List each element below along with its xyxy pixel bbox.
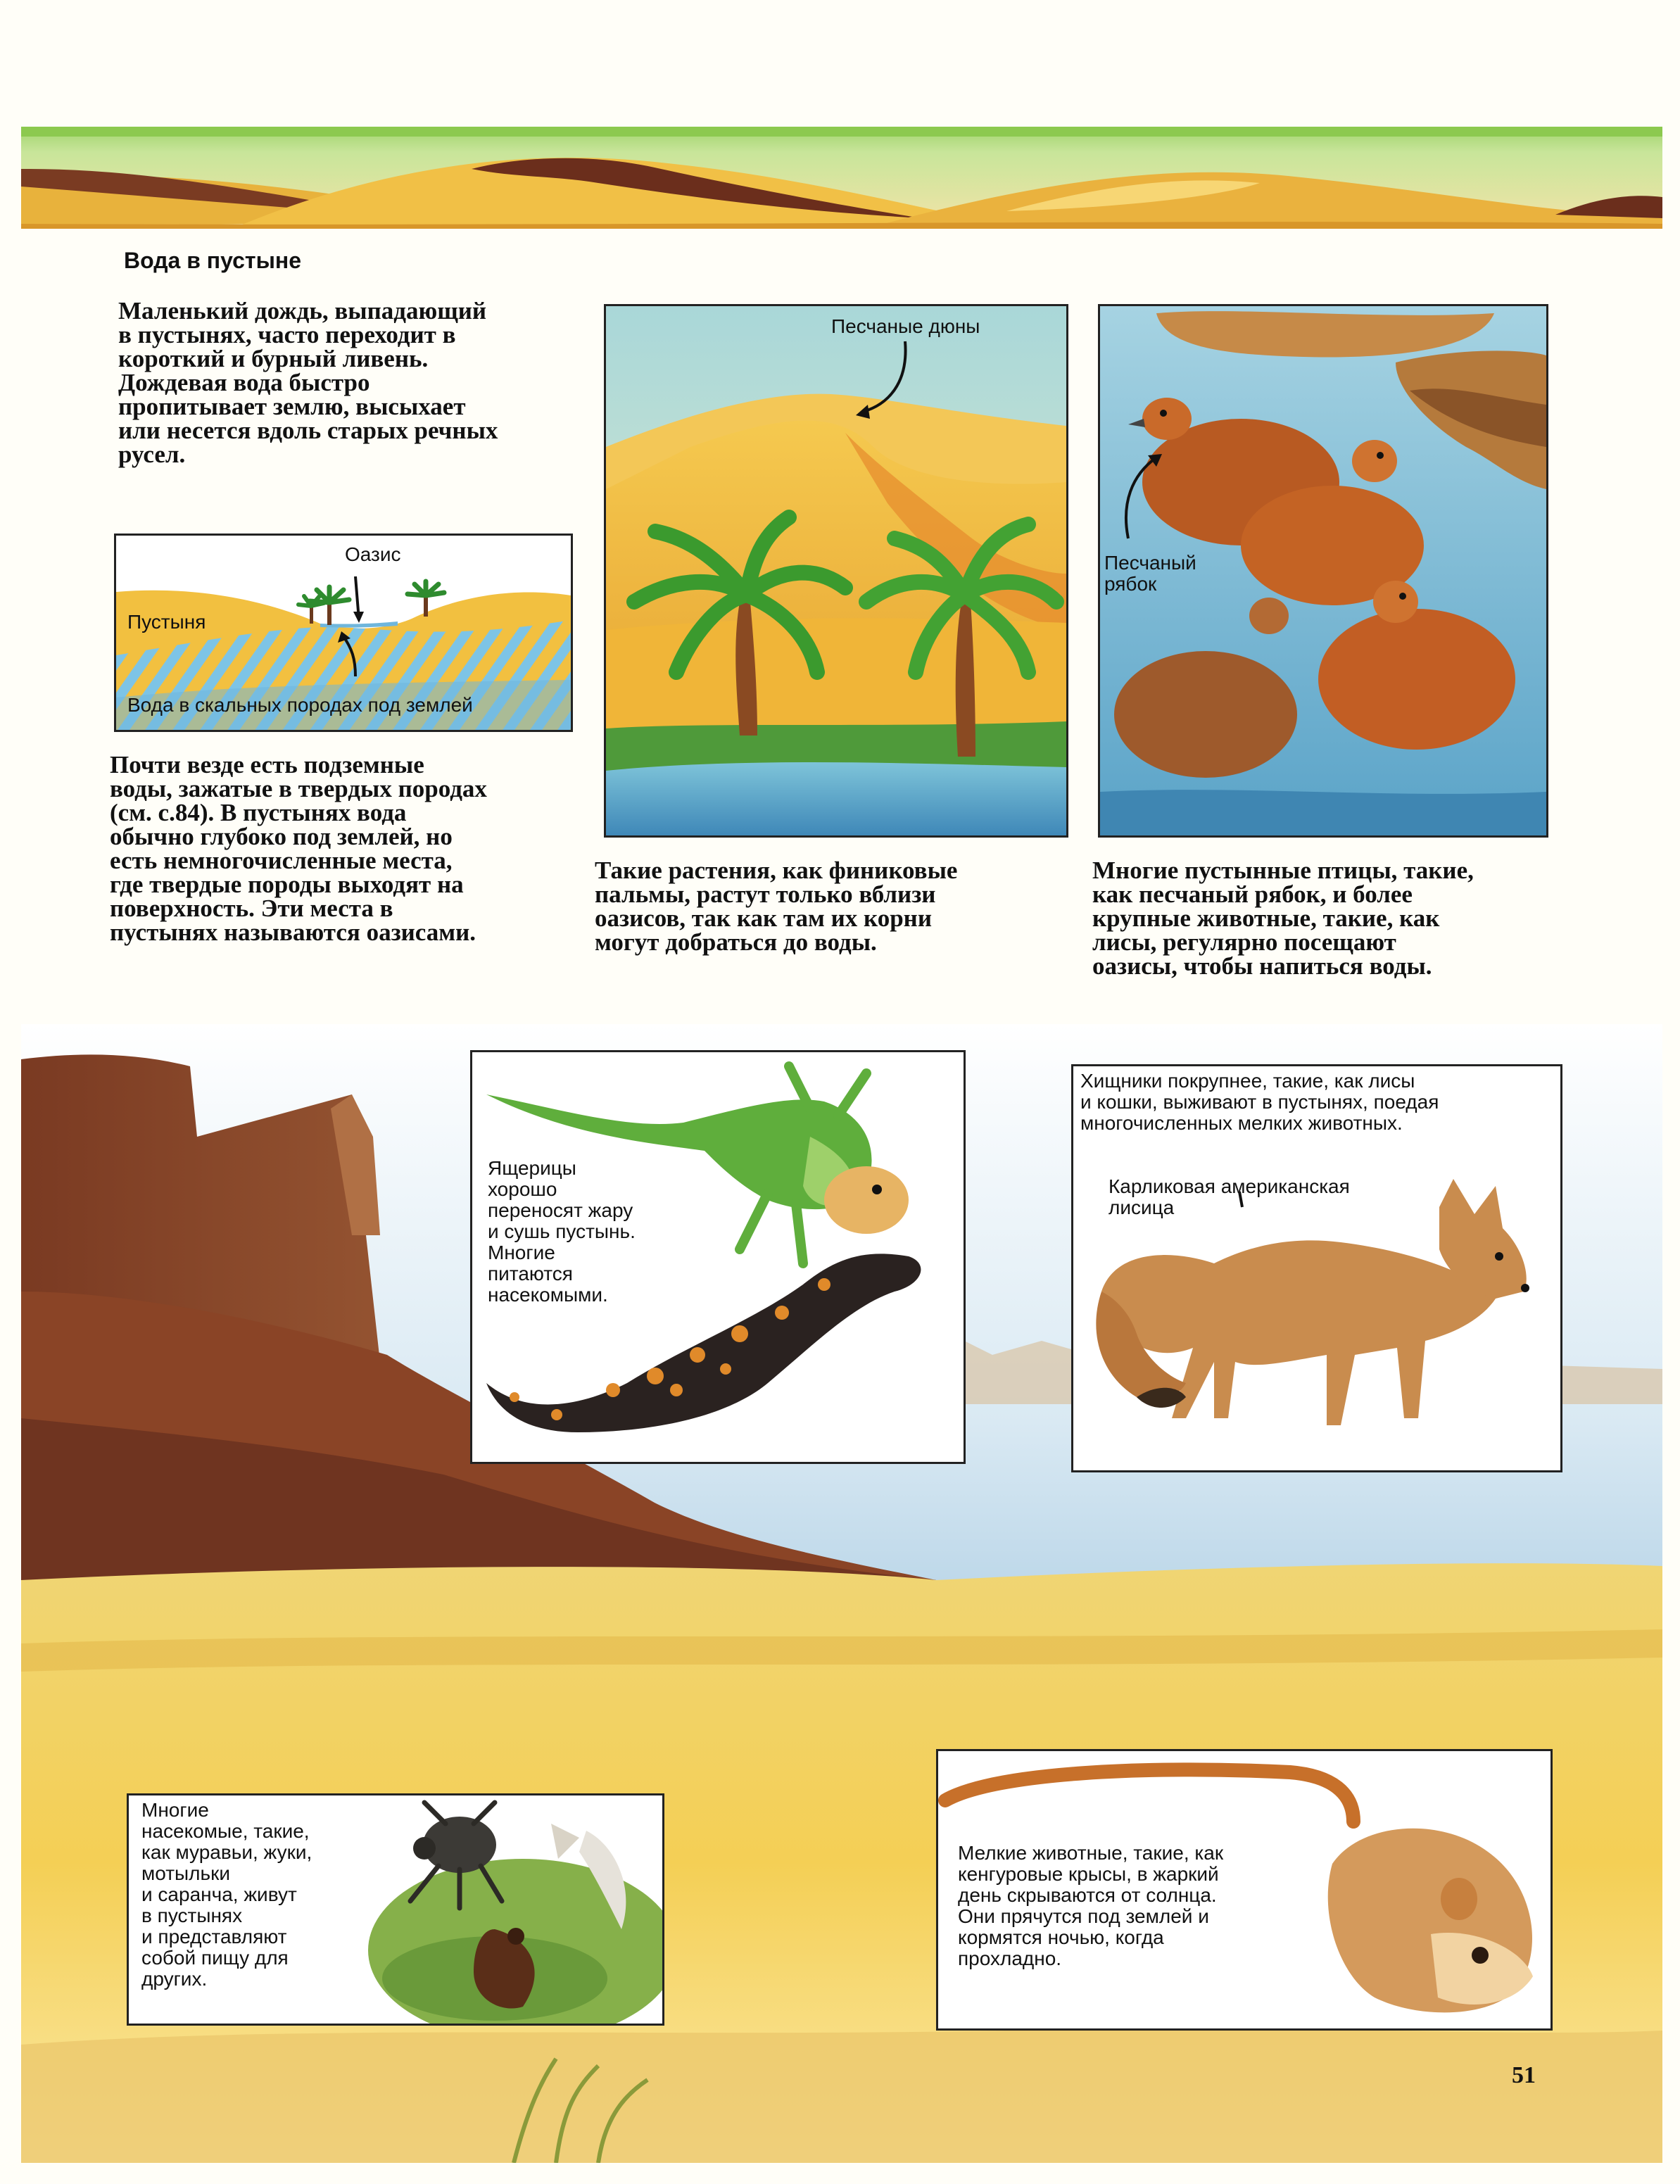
sandgrouse-label-line: рябок	[1104, 573, 1157, 595]
lizards-line: насекомыми.	[488, 1284, 608, 1306]
lizards-line: Ящерицы	[488, 1157, 576, 1179]
insects-line: насекомые, такие,	[141, 1820, 310, 1842]
sandgrouse-label	[1104, 553, 1196, 595]
lizards-line: Многие	[488, 1242, 555, 1263]
caption-line: крупные животные, такие, как	[1092, 904, 1440, 932]
sandgrouse-picture	[1098, 304, 1548, 838]
caption-line: Многие пустынные птицы, такие,	[1092, 857, 1474, 884]
oases-term: оазисами	[366, 919, 470, 946]
groundwater-line: Почти везде есть подземные	[110, 751, 424, 778]
oasis-diagram	[114, 534, 573, 732]
insects-line: и представляют	[141, 1926, 287, 1948]
insects-line: Многие	[141, 1799, 209, 1821]
arrow-icon	[606, 306, 1066, 517]
insects-line: как муравьи, жуки,	[141, 1841, 312, 1863]
caption-line: пальмы, растут только вблизи	[595, 880, 936, 908]
kangaroo-rat-line: Мелкие животные, такие, как	[958, 1842, 1224, 1864]
insects-line: и саранча, живут	[141, 1883, 297, 1905]
page-heading: Вода в пустыне	[124, 248, 302, 273]
fox-box	[1071, 1064, 1562, 1472]
caption-line: оазисы, чтобы напиться воды.	[1092, 952, 1432, 980]
oasis-label: Оазис	[345, 543, 401, 565]
intro-line: или несется вдоль старых речных	[118, 417, 498, 444]
groundwater-line-last	[110, 921, 574, 945]
intro-line: русел.	[118, 441, 186, 468]
kangaroo-rat-box	[936, 1749, 1553, 2031]
palm-oasis-picture	[604, 304, 1068, 838]
fox-text	[1080, 1071, 1439, 1134]
intro-line: в пустынях, часто переходит в	[118, 321, 456, 348]
groundwater-line: воды, зажатые в твердых породах	[110, 775, 487, 802]
fox-line: Хищники покрупнее, такие, как лисы	[1080, 1070, 1415, 1092]
intro-line: короткий и бурный ливень.	[118, 345, 429, 372]
caption-line: Такие растения, как финиковые	[595, 857, 958, 884]
kit-fox-label-line: лисица	[1109, 1197, 1175, 1218]
groundwater-last-suffix: .	[469, 919, 476, 946]
groundwater-line: (см. с.84). В пустынях вода	[110, 799, 407, 826]
caption-line: как песчаный рябок, и более	[1092, 880, 1413, 908]
groundwater-line: где твердые породы выходят на	[110, 871, 464, 898]
intro-line: пропитывает землю, высыхает	[118, 393, 466, 420]
insects-text	[141, 1800, 312, 1990]
intro-line: Маленький дождь, выпадающий	[118, 297, 487, 324]
lizards-line: переносят жару	[488, 1199, 633, 1221]
groundwater-line: поверхность. Эти места в	[110, 895, 393, 922]
palms-caption	[595, 859, 1073, 954]
kangaroo-rat-text	[958, 1843, 1223, 1969]
kit-fox-label	[1109, 1176, 1350, 1218]
insects-box	[127, 1793, 664, 2026]
intro-line: Дождевая вода быстро	[118, 369, 370, 396]
kit-fox-label-line: Карликовая американская	[1109, 1175, 1350, 1197]
intro-text	[118, 299, 569, 467]
caption-line: могут добраться до воды.	[595, 928, 877, 956]
birds-caption	[1092, 859, 1571, 978]
caption-line: лисы, регулярно посещают	[1092, 928, 1396, 956]
sandgrouse-label-line: Песчаный	[1104, 552, 1196, 574]
dune-banner	[21, 127, 1662, 229]
lizards-box	[470, 1050, 966, 1464]
desert-label: Пустыня	[127, 611, 206, 633]
insects-line: мотыльки	[141, 1862, 230, 1884]
groundwater-line: есть немногочисленные места,	[110, 847, 453, 874]
arrow-icon	[1100, 306, 1546, 588]
sand-dunes-label: Песчаные дюны	[831, 315, 980, 337]
fox-line: и кошки, выживают в пустынях, поедая	[1080, 1091, 1439, 1113]
groundwater-text	[110, 753, 574, 945]
lizards-text	[488, 1158, 636, 1306]
lizards-line: питаются	[488, 1263, 573, 1284]
insects-line: в пустынях	[141, 1905, 243, 1926]
kangaroo-rat-line: кенгуровые крысы, в жаркий	[958, 1863, 1219, 1885]
insects-line: собой пищу для	[141, 1947, 289, 1969]
kangaroo-rat-line: кормятся ночью, когда	[958, 1926, 1164, 1948]
kangaroo-rat-line: Они прячутся под землей и	[958, 1905, 1209, 1927]
underground-water-label: Вода в скальных породах под землей	[127, 694, 473, 716]
kangaroo-rat-line: прохладно.	[958, 1948, 1062, 1969]
insects-line: других.	[141, 1968, 208, 1990]
lizards-line: и сушь пустынь.	[488, 1220, 636, 1242]
lizards-line: хорошо	[488, 1178, 557, 1200]
kangaroo-rat-line: день скрываются от солнца.	[958, 1884, 1217, 1906]
fox-line: многочисленных мелких животных.	[1080, 1112, 1403, 1134]
caption-line: оазисов, так как там их корни	[595, 904, 933, 932]
groundwater-line: обычно глубоко под землей, но	[110, 823, 453, 850]
page-number: 51	[1512, 2062, 1536, 2088]
groundwater-last-prefix: пустынях называются	[110, 919, 367, 946]
